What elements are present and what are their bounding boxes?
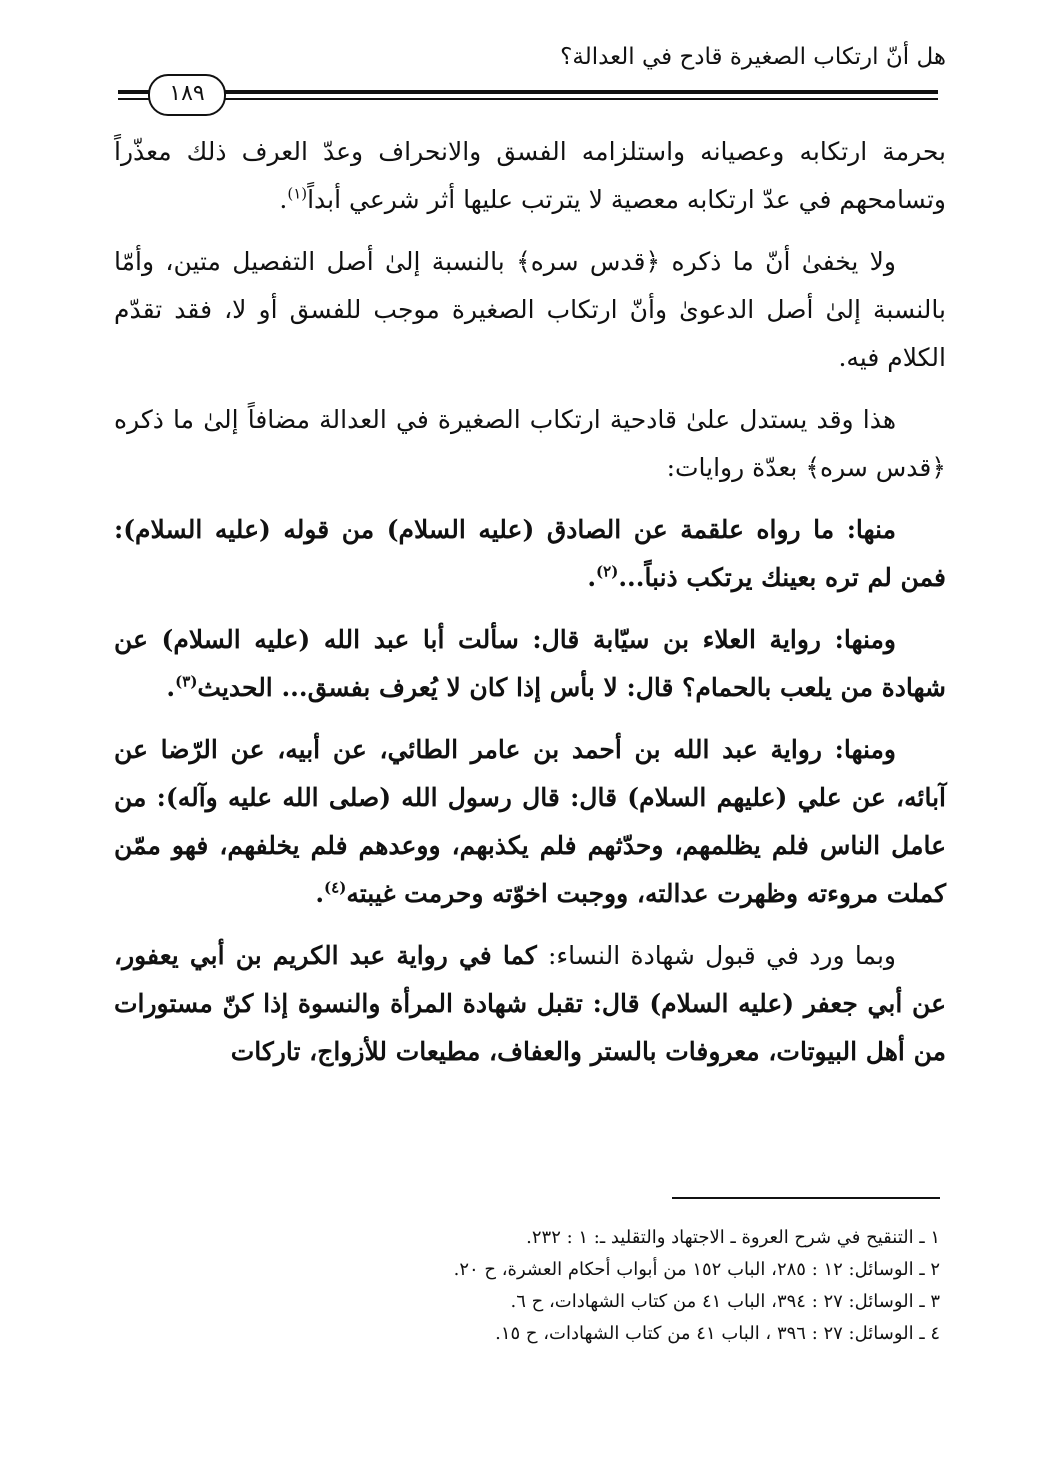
footnote-1: ١ ـ التنقيح في شرح العروة ـ الاجتهاد والتقليد ـ: ١ : ٢٣٢.	[526, 1227, 940, 1248]
paragraph-text: ومنها: رواية العلاء بن سيّابة قال: سألت أبا عبد الله (عليه السلام) عن شهادة من يلعب بالحمام؟ قال: لا بأس إذا كان لا يُعرف بفسق... الحديث	[114, 625, 946, 702]
paragraph-7	[114, 932, 946, 1076]
paragraph-6: ومنها: رواية عبد الله بن أحمد بن عامر الطائي، عن أبيه، عن الرّضا عن آبائه، عن علي (عليهم السلام) قال: قال رسول الله (صلى الله عليه وآله): من عامل الناس فلم يظلمهم، وحدّثهم فلم يكذبهم، ووعدهم فلم يخلفهم، فهو ممّن كملت مروءته وظهرت عدالته، ووجبت اخوّته وحرمت غيبته$^{(٤)}$.	[114, 735, 946, 908]
page-number: ١٨٩	[148, 74, 226, 116]
paragraph-2	[114, 238, 946, 382]
paragraph-4: منها: ما رواه علقمة عن الصادق (عليه السلام) من قوله (عليه السلام): فمن لم تره بعينك يرتكب ذنباً...$^{(٢)}$.	[114, 515, 946, 592]
footnote-3: ٣ ـ الوسائل: ٢٧ : ٣٩٤، الباب ٤١ من كتاب الشهادات، ح ٦.	[510, 1291, 940, 1312]
header-rule-thin	[118, 98, 938, 100]
paragraph-text: كما في رواية عبد الكريم بن أبي يعفور، عن أبي جعفر (عليه السلام) قال: تقبل شهادة المرأة والنسوة إذا كنّ مستورات من أهل البيوتات، معروفات بالستر والعفاف، مطيعات للأزواج، تاركات	[114, 941, 946, 1066]
footnotes	[120, 1222, 940, 1350]
paragraph-text: ولا يخفىٰ أنّ ما ذكره ﴿قدس سره﴾ بالنسبة إلىٰ أصل التفصيل متين، وأمّا بالنسبة إلىٰ أصل الدعوىٰ وأنّ ارتكاب الصغيرة موجب للفسق أو لا، فقد تقدّم الكلام فيه.	[114, 247, 946, 372]
body-text	[114, 128, 946, 1090]
footnote-4: ٤ ـ الوسائل: ٢٧ : ٣٩٦ ، الباب ٤١ من كتاب الشهادات، ح ١٥.	[495, 1323, 940, 1344]
footnote-2: ٢ ـ الوسائل: ١٢ : ٢٨٥، الباب ١٥٢ من أبواب أحكام العشرة، ح ٢٠.	[453, 1259, 940, 1280]
paragraph-3	[114, 396, 946, 492]
paragraph-text: هذا وقد يستدل علىٰ قادحية ارتكاب الصغيرة في العدالة مضافاً إلىٰ ما ذكره ﴿قدس سره﴾ بعدّة روايات:	[114, 405, 946, 482]
paragraph-1: بحرمة ارتكابه وعصيانه واستلزامه الفسق والانحراف وعدّ العرف ذلك معذّراً وتسامحهم في عدّ ارتكابه معصية لا يترتب عليها أثر شرعي أبداً$^{(١)}$.	[114, 137, 946, 214]
paragraph-text: بحرمة ارتكابه وعصيانه واستلزامه الفسق والانحراف وعدّ العرف ذلك معذّراً وتسامحهم في عدّ ارتكابه معصية لا يترتب عليها أثر شرعي أبداً	[114, 137, 946, 214]
running-title: هل أنّ ارتكاب الصغيرة قادح في العدالة؟	[560, 44, 946, 70]
paragraph-lead: وبما ورد في قبول شهادة النساء:	[547, 941, 896, 970]
paragraph-text: منها: ما رواه علقمة عن الصادق (عليه السلام) من قوله (عليه السلام): فمن لم تره بعينك يرتكب ذنباً...	[114, 515, 946, 592]
header-rule-thick	[118, 90, 938, 94]
footnote-ref-4: (٤)	[324, 878, 347, 897]
paragraph-5: ومنها: رواية العلاء بن سيّابة قال: سألت أبا عبد الله (عليه السلام) عن شهادة من يلعب بالحمام؟ قال: لا بأس إذا كان لا يُعرف بفسق... الحديث$^{(٣)}$.	[114, 625, 946, 702]
footnote-ref-1: (١)	[287, 184, 308, 203]
footnote-ref-2: (٢)	[596, 562, 619, 581]
paragraph-text: ومنها: رواية عبد الله بن أحمد بن عامر الطائي، عن أبيه، عن الرّضا عن آبائه، عن علي (عليهم السلام) قال: قال رسول الله (صلى الله عليه وآله): من عامل الناس فلم يظلمهم، وحدّثهم فلم يكذبهم، ووعدهم فلم يخلفهم، فهو ممّن كملت مروءته وظهرت عدالته، ووجبت اخوّته وحرمت غيبته	[114, 735, 946, 908]
footnote-separator	[672, 1197, 940, 1199]
footnote-ref-3: (٣)	[175, 672, 198, 691]
